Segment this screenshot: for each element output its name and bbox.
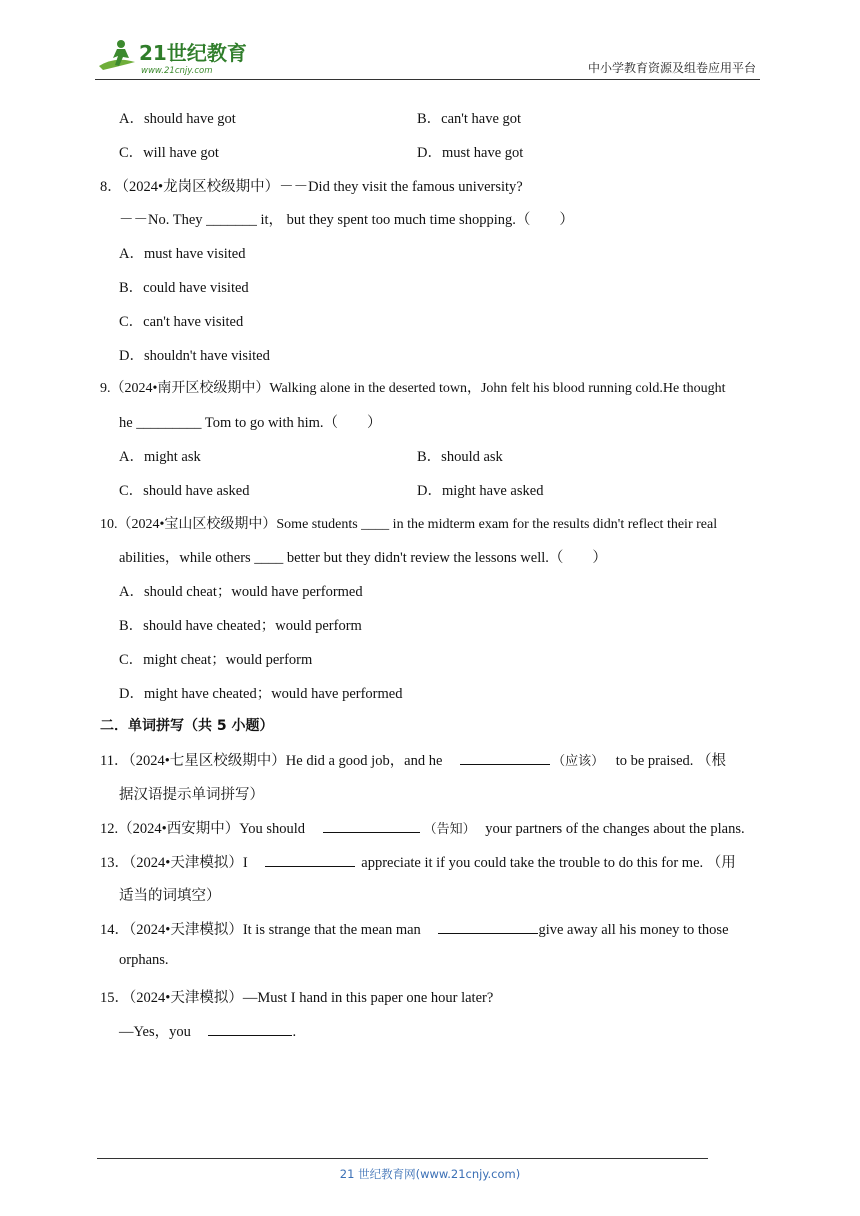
footer-divider (97, 1158, 708, 1159)
q10-stem-line2: abilities，while others ____ better but they didn't review the lessons well.（ ） (119, 550, 607, 566)
q7-option-d: D．must have got (417, 145, 524, 161)
q10-option-c: C．might cheat；would perform (119, 652, 313, 668)
logo-url: www.21cnjy.com (141, 66, 213, 76)
q9-option-c: C．should have asked (119, 483, 250, 499)
section-title: 二．单词拼写（共 5 小题） (100, 718, 274, 734)
footer-link[interactable]: 21 世纪教育网(www.21cnjy.com) (339, 1167, 521, 1181)
q13-text-1: 13．（2024•天津模拟）I (100, 855, 248, 871)
q12-stem (100, 817, 745, 838)
q9-option-a: A．might ask (119, 449, 201, 465)
q9-option-d: D．might have asked (417, 483, 544, 499)
q12-answer-blank[interactable] (323, 818, 420, 833)
q13-stem-line2: 适当的词填空） (119, 888, 221, 904)
q10-option-d: D．might have cheated；would have performed (119, 686, 403, 702)
logo-text: 21世纪教育 (139, 41, 247, 65)
q15-text-1: —Yes，you (119, 1024, 191, 1040)
q7-option-b: B．can't have got (417, 111, 522, 127)
q13-answer-blank[interactable] (265, 852, 355, 867)
q8-stem: 8．（2024•龙岗区校级期中）－－Did they visit the famous university? (100, 179, 523, 195)
q11-text-2: to be praised. （根 (615, 753, 727, 769)
q8-stem-line2: －－No. They _______ it， but they spent too much time shopping.（ ） (119, 212, 574, 228)
header-divider (95, 79, 760, 80)
q12-text-1: 12.（2024•西安期中）You should (100, 821, 306, 837)
q7-option-a: A．should have got (119, 111, 236, 127)
q14-stem-line2: orphans. (119, 952, 169, 968)
q13-stem (100, 851, 736, 872)
q10-stem: 10.（2024•宝山区校级期中）Some students ____ in the midterm exam for the results didn't reflect their real (100, 517, 718, 532)
q10-option-a: A．should cheat；would have performed (119, 584, 363, 600)
q11-text-1: 11．（2024•七星区校级期中）He did a good job，and he (100, 753, 443, 769)
q14-text-1: 14．（2024•天津模拟）It is strange that the mean man (100, 922, 421, 938)
logo (95, 36, 265, 78)
q12-hint: （告知） (423, 822, 476, 837)
q11-answer-blank[interactable] (460, 750, 550, 765)
q14-text-2: give away all his money to those (538, 922, 729, 938)
header-platform-name: 中小学教育资源及组卷应用平台 (587, 61, 756, 75)
q11-stem (100, 749, 726, 770)
q12-text-2: your partners of the changes about the plans. (485, 821, 745, 837)
q14-stem (100, 918, 729, 939)
q15-text-2: . (292, 1024, 297, 1040)
q15-stem: 15．（2024•天津模拟）—Must I hand in this paper one hour later? (100, 990, 494, 1006)
q8-option-c: C．can't have visited (119, 314, 244, 330)
q11-hint: （应该） (552, 754, 605, 769)
q11-stem-line2: 据汉语提示单词拼写） (119, 787, 264, 803)
q7-option-c: C．will have got (119, 145, 219, 161)
q8-option-b: B．could have visited (119, 280, 249, 296)
q14-answer-blank[interactable] (438, 919, 538, 934)
q9-option-b: B．should ask (417, 449, 503, 465)
q9-stem-line2: he _________ Tom to go with him.（ ） (119, 415, 382, 431)
q10-option-b: B．should have cheated；would perform (119, 618, 362, 634)
page-header (95, 34, 760, 80)
q15-answer-blank[interactable] (208, 1021, 292, 1036)
q8-option-d: D．shouldn't have visited (119, 348, 270, 364)
q13-text-2: appreciate it if you could take the trouble to do this for me. （用 (361, 855, 736, 871)
q9-stem: 9.（2024•南开区校级期中）Walking alone in the deserted town，John felt his blood running cold.He thought (100, 381, 726, 396)
q15-stem-line2 (119, 1020, 296, 1041)
q8-option-a: A．must have visited (119, 246, 246, 262)
